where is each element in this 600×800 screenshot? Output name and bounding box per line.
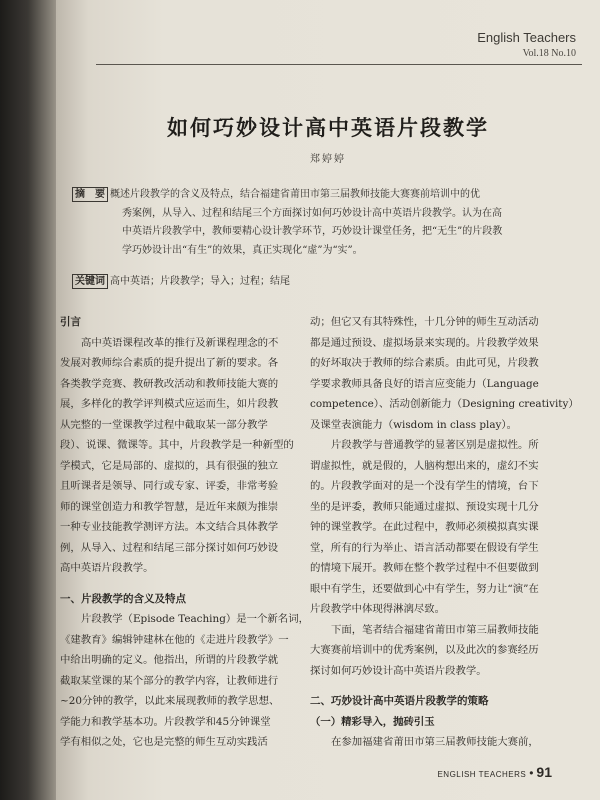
body-text-line: 坐的是评委，教师只能通过虚拟、预设实现十几分 <box>310 500 539 513</box>
body-text-line: 片段教学（Episode Teaching）是一个新名词， <box>81 613 309 625</box>
body-text-line: 及课堂表演能力（wisdom in class play）。 <box>310 418 517 431</box>
abstract-text: 概述片段教学的含义及特点，结合福建省莆田市第三届教师技能大赛赛前培训中的优 <box>110 189 480 200</box>
body-text-line: 的好坏取决于教师的综合素质。由此可见，片段教 <box>310 357 539 369</box>
body-text-line: 谓虚拟性，就是假的，人脑构想出来的，虚幻不实 <box>310 459 539 472</box>
body-text-line: 师的课堂创造力和教学智慧，是近年来颇为推崇 <box>60 500 279 513</box>
page-footer <box>437 764 552 782</box>
body-text-line: 的。片段教学面对的是一个没有学生的情境，台下 <box>310 480 539 492</box>
body-text-line: 眼中有学生，还要做到心中有学生，努力让“演”在 <box>310 582 539 595</box>
body-text-line: 在参加福建省莆田市第三届教师技能大赛前， <box>331 736 539 748</box>
abstract-line: 秀案例，从导入、过程和结尾三个方面探讨如何巧妙设计高中英语片段教学。认为在高 <box>122 207 502 219</box>
footer-separator: • <box>529 766 534 780</box>
body-text-line: 例，从导入、过程和结尾三部分探讨如何巧妙设 <box>60 541 279 554</box>
journal-name: English Teachers <box>477 30 576 45</box>
left-column <box>60 312 309 753</box>
body-text-line: 的情境下展开。教师在整个教学过程中不但要做到 <box>310 562 539 574</box>
body-text-line: 高中英语片段教学。 <box>60 562 154 574</box>
body-text-line: 堂，所有的行为举止、语言活动都要在假设有学生 <box>310 541 539 554</box>
section-heading: 引言 <box>60 316 81 328</box>
page-number: 91 <box>536 764 552 780</box>
keywords-text: 高中英语；片段教学；导入；过程；结尾 <box>110 276 290 287</box>
volume-issue: Vol.18 No.10 <box>522 48 576 59</box>
body-text-line: 《建教育》编辑钟建林在他的《走进片段教学》一 <box>60 633 289 646</box>
body-text-line: 高中英语课程改革的推行及新课程理念的不 <box>81 336 279 349</box>
body-text-line: 都是通过预设、虚拟场景来实现的。片段教学效果 <box>310 336 539 349</box>
body-text-line: 各类教学竞赛、教研教改活动和教师技能大赛的 <box>60 377 279 390</box>
header-rule <box>96 64 582 65</box>
abstract-line <box>72 186 572 205</box>
body-text-line: 探讨如何巧妙设计高中英语片段教学。 <box>310 664 487 677</box>
article-author: 郑婷婷 <box>310 154 346 165</box>
section-heading: 一、片段教学的含义及特点 <box>60 592 186 605</box>
journal-page <box>56 0 600 800</box>
article-title: 如何巧妙设计高中英语片段教学 <box>167 115 489 140</box>
body-text-line: competence）、活动创新能力（Designing creativity） <box>310 398 579 410</box>
right-column <box>310 312 579 753</box>
body-text-line: 钟的课堂教学。在此过程中，教师必须模拟真实课 <box>310 521 539 533</box>
footer-journal: ENGLISH TEACHERS <box>437 770 527 779</box>
abstract-block <box>72 186 572 260</box>
body-text-line: 片段教学中体现得淋漓尽致。 <box>310 603 446 615</box>
body-text-line: 学模式，它是局部的、虚拟的，具有很强的独立 <box>60 459 279 472</box>
body-text-line: 中给出明确的定义。他指出，所谓的片段教学就 <box>60 654 279 666</box>
body-text-line: 发展对教师综合素质的提升提出了新的要求。各 <box>60 357 279 369</box>
body-text-line: 学能力和教学基本功。片段教学和45分钟课堂 <box>60 715 271 728</box>
body-text-line: 展，多样化的教学评判模式应运而生，如片段教 <box>60 398 279 410</box>
abstract-line: 学巧妙设计出“有生”的效果，真正实现化“虚”为“实”。 <box>122 244 363 256</box>
abstract-label: 摘 要 <box>72 187 108 202</box>
body-text-line: 从完整的一堂课教学过程中截取某一部分教学 <box>60 418 268 431</box>
body-text-line: 大赛赛前培训中的优秀案例，以及此次的参赛经历 <box>310 644 539 656</box>
body-text-line: 一种专业技能教学测评方法。本文结合具体教学 <box>60 521 279 533</box>
body-text-line: 学有相似之处，它也是完整的师生互动实践活 <box>60 736 268 748</box>
body-text-line: 片段教学与普通教学的显著区别是虚拟性。所 <box>331 439 539 451</box>
body-text-line: 动；但它又有其特殊性，十几分钟的师生互动活动 <box>310 316 539 328</box>
body-text-line: 截取某堂课的某个部分的教学内容，让教师进行 <box>60 674 279 687</box>
keywords-block <box>72 272 290 289</box>
body-text-line: 且听课者是领导、同行或专家、评委，非常考验 <box>60 480 279 492</box>
body-text-line: 段）、说课、微课等。其中，片段教学是一种新型的 <box>60 439 294 451</box>
section-heading: 二、巧妙设计高中英语片段教学的策略 <box>310 695 489 707</box>
body-text-line: 学要求教师具备良好的语言应变能力（Language <box>310 377 539 390</box>
body-text-line: 下面，笔者结合福建省莆田市第三届教师技能 <box>331 623 539 636</box>
body-text-line: ~20分钟的教学，以此来展现教师的教学思想、 <box>60 695 280 707</box>
keywords-label: 关键词 <box>72 274 108 289</box>
abstract-line: 中英语片段教学中，教师要精心设计教学环节，巧妙设计课堂任务，把“无生”的片段教 <box>122 226 503 237</box>
subsection-heading: （一）精彩导入，抛砖引玉 <box>310 715 435 728</box>
